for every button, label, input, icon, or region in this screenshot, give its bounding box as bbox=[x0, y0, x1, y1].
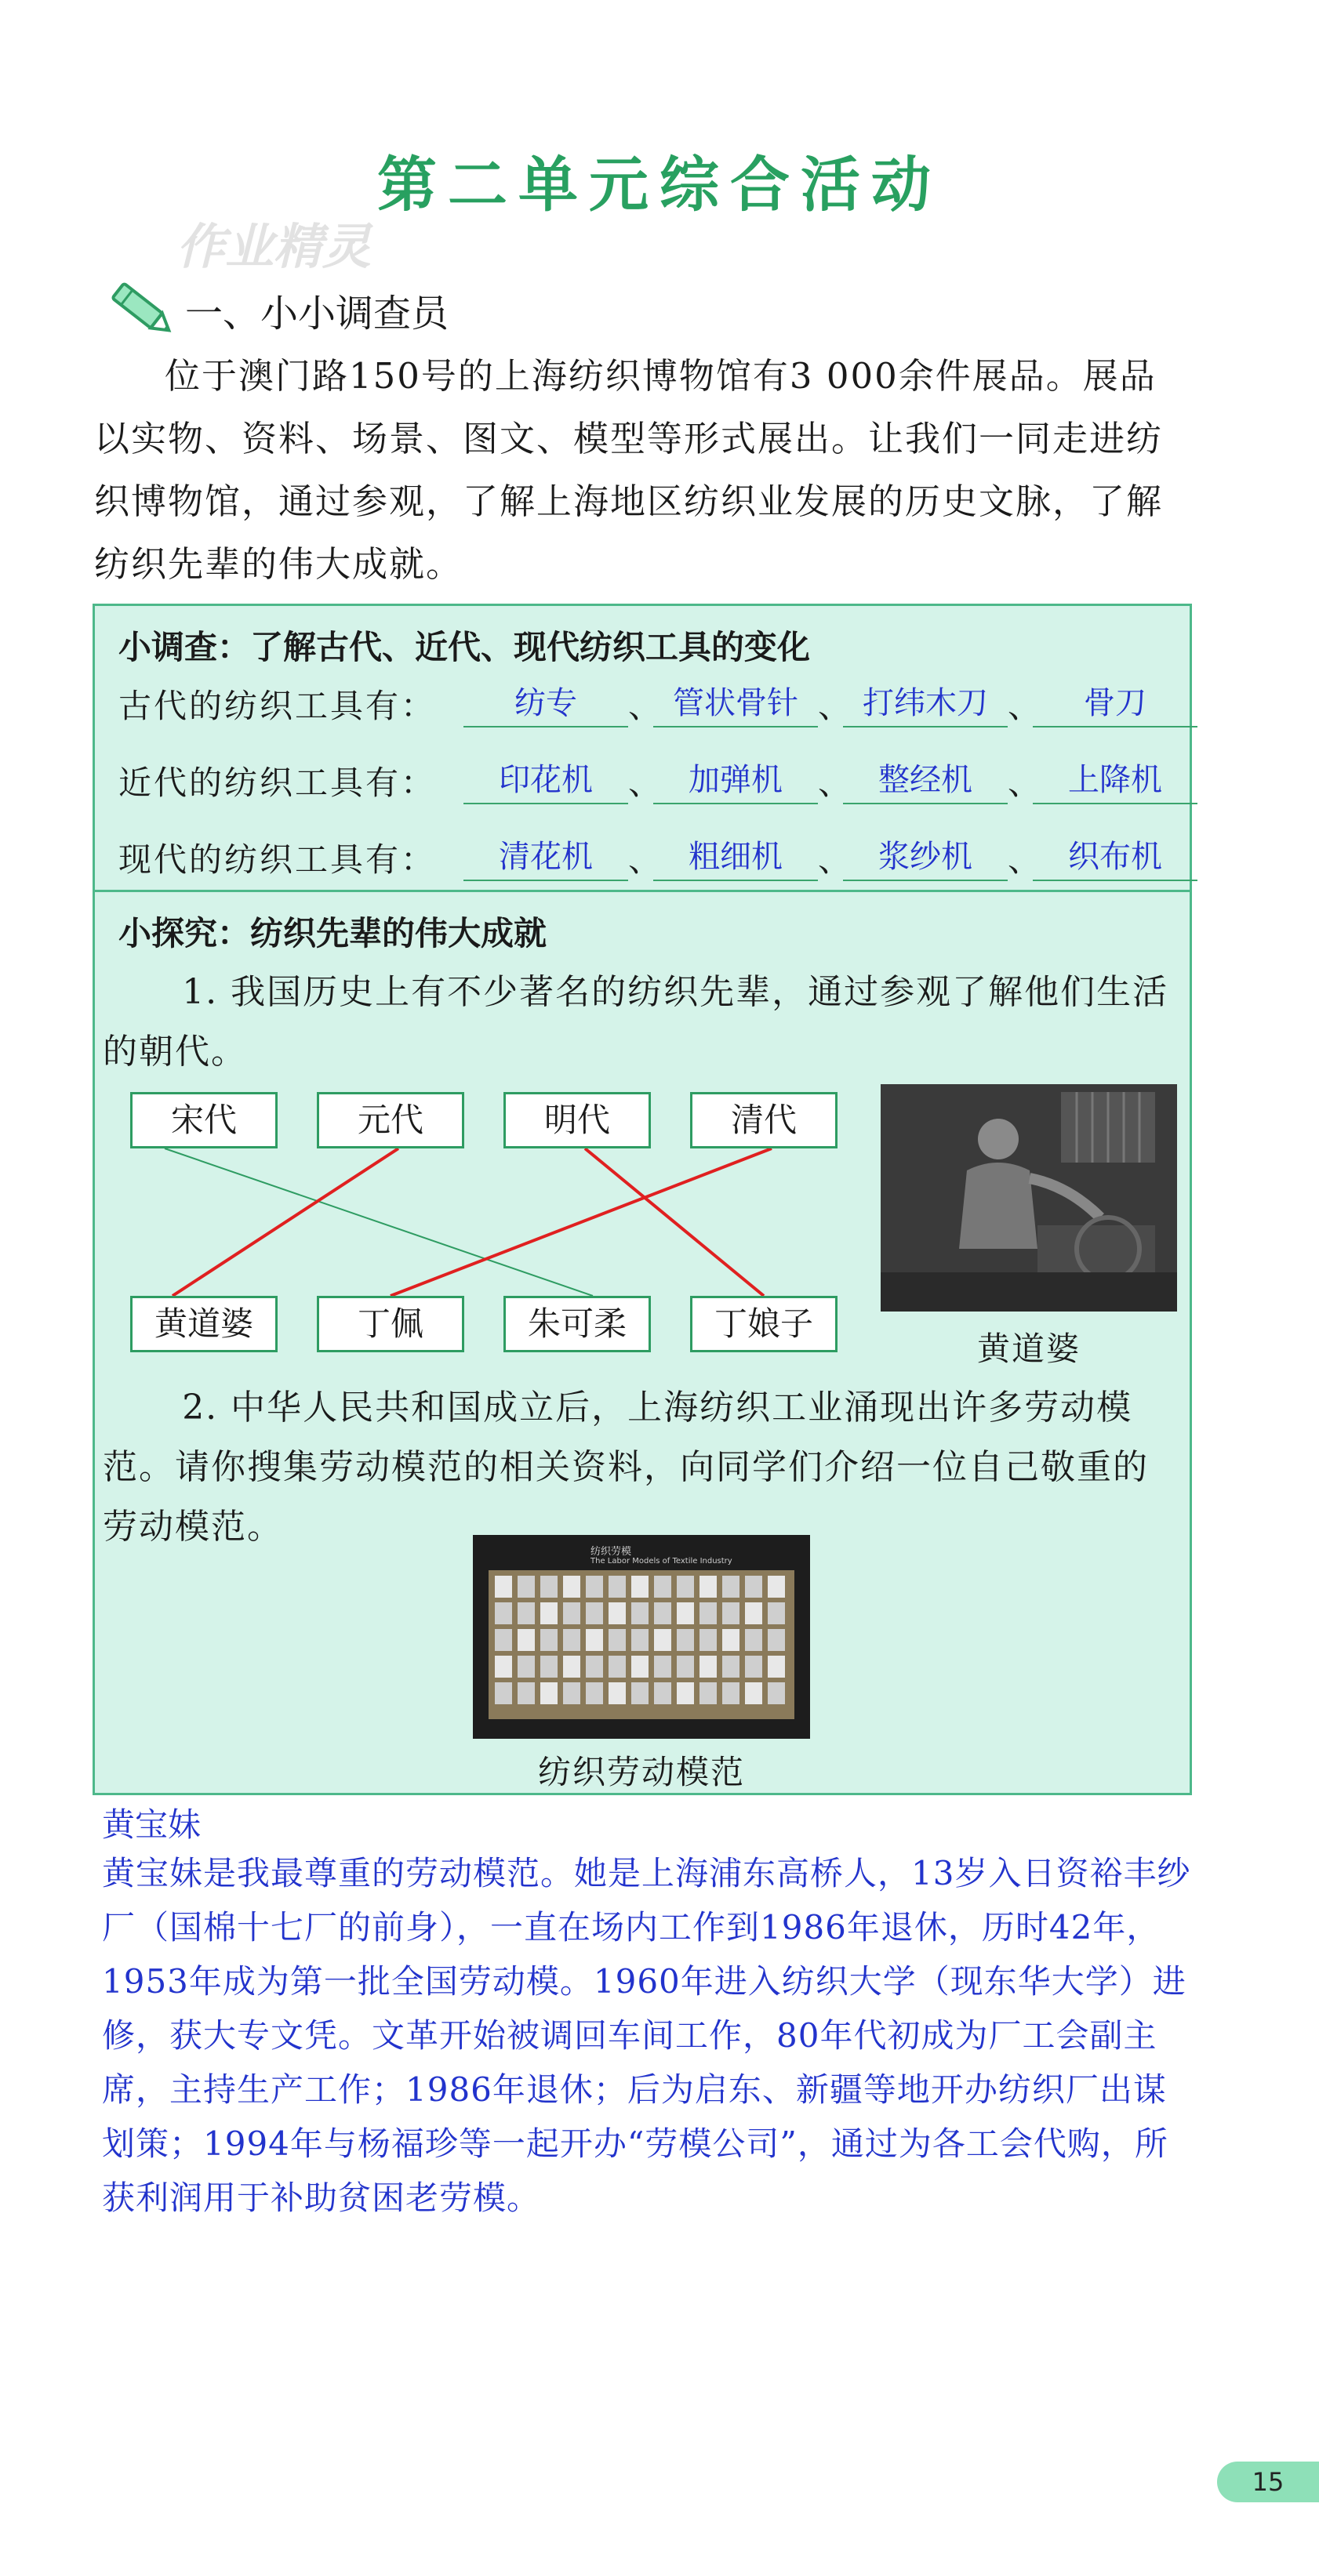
answer-blank[interactable]: 粗细机 bbox=[653, 832, 818, 881]
portrait-thumb bbox=[722, 1656, 739, 1678]
statue-image bbox=[881, 1084, 1177, 1312]
separator: 、 bbox=[1008, 840, 1041, 879]
portrait-thumb bbox=[563, 1602, 580, 1624]
portrait-thumb bbox=[699, 1682, 717, 1704]
portrait-thumb bbox=[745, 1576, 762, 1598]
portrait-thumb bbox=[518, 1602, 535, 1624]
labor-models-photo bbox=[473, 1535, 810, 1739]
separator: 、 bbox=[1008, 764, 1041, 802]
portrait-thumb bbox=[609, 1629, 626, 1651]
answer-blank[interactable]: 印花机 bbox=[463, 755, 628, 804]
match-line-明代-丁娘子 bbox=[585, 1148, 764, 1296]
dynasty-box[interactable]: 明代 bbox=[503, 1092, 651, 1148]
separator: 、 bbox=[818, 840, 852, 879]
answer-blank[interactable]: 打纬木刀 bbox=[843, 678, 1008, 727]
portrait-thumb bbox=[563, 1656, 580, 1678]
separator: 、 bbox=[818, 687, 852, 725]
portrait-thumb bbox=[586, 1656, 603, 1678]
photo-sign-line1: 纺织劳模 bbox=[590, 1546, 632, 1558]
separator: 、 bbox=[1008, 687, 1041, 725]
portrait-thumb bbox=[495, 1576, 512, 1598]
separator: 、 bbox=[628, 840, 662, 879]
portrait-thumb bbox=[631, 1682, 649, 1704]
answer-blank[interactable]: 清花机 bbox=[463, 832, 628, 881]
person-box[interactable]: 朱可柔 bbox=[503, 1296, 651, 1352]
activity-box bbox=[93, 604, 1192, 1795]
portrait-thumb bbox=[654, 1682, 671, 1704]
portrait-thumb bbox=[768, 1656, 785, 1678]
person-box[interactable]: 丁娘子 bbox=[690, 1296, 838, 1352]
portrait-thumb bbox=[518, 1629, 535, 1651]
answer-blank[interactable]: 整经机 bbox=[843, 755, 1008, 804]
portrait-thumb bbox=[722, 1576, 739, 1598]
portrait-thumb bbox=[631, 1629, 649, 1651]
portrait-thumb bbox=[722, 1602, 739, 1624]
portrait-thumb bbox=[631, 1656, 649, 1678]
tool-row-label: 古代的纺织工具有： bbox=[118, 687, 437, 725]
answer-blank[interactable]: 纺专 bbox=[463, 678, 628, 727]
match-line-清代-丁佩 bbox=[391, 1148, 772, 1296]
answer-blank[interactable]: 加弹机 bbox=[653, 755, 818, 804]
portrait-thumb bbox=[745, 1629, 762, 1651]
page-number: 15 bbox=[1217, 2462, 1319, 2502]
huang-daopo-photo bbox=[881, 1084, 1177, 1312]
portrait-thumb bbox=[722, 1629, 739, 1651]
dynasty-box[interactable]: 元代 bbox=[317, 1092, 464, 1148]
portrait-thumb bbox=[563, 1576, 580, 1598]
answer-blank[interactable]: 骨刀 bbox=[1033, 678, 1197, 727]
portrait-thumb bbox=[540, 1602, 558, 1624]
dynasty-box[interactable]: 清代 bbox=[690, 1092, 838, 1148]
separator: 、 bbox=[628, 687, 662, 725]
portrait-thumb bbox=[768, 1682, 785, 1704]
survey-heading: 小调查：了解古代、近代、现代纺织工具的变化 bbox=[118, 628, 811, 666]
portrait-thumb bbox=[518, 1576, 535, 1598]
portrait-thumb bbox=[699, 1576, 717, 1598]
portrait-thumb bbox=[677, 1602, 694, 1624]
photo-caption: 纺织劳动模范 bbox=[537, 1753, 745, 1791]
portrait-thumb bbox=[768, 1576, 785, 1598]
portrait-thumb bbox=[677, 1656, 694, 1678]
portrait-thumb bbox=[495, 1629, 512, 1651]
pencil-icon bbox=[102, 274, 180, 345]
photo-sign-line2: The Labor Models of Textile Industry bbox=[590, 1557, 732, 1566]
portrait-thumb bbox=[609, 1656, 626, 1678]
separator: 、 bbox=[628, 764, 662, 802]
intro-paragraph: 位于澳门路150号的上海纺织博物馆有3 000余件展品。展品以实物、资料、场景、图文、模型等形式展出。让我们一同走进纺织博物馆，通过参观，了解上海地区纺织业发展的历史文脉，了解纺织先辈的伟大成就。 bbox=[94, 355, 1164, 585]
answer-body: 黄宝妹是我最尊重的劳动模范。她是上海浦东高桥人，13岁入日资裕丰纱厂（国棉十七厂的前身），一直在场内工作到1986年退休，历时42年，1953年成为第一批全国劳动模。1960年进入纺织大学（现东华大学）进修，获大专文凭。文革开始被调回车间工作，80年代初成为厂工会副主席，主持生产工作；1986年退休；后为启东、新疆等地开办纺织厂出谋划策；1994年与杨福珍等一起开办“劳模公司”，通过为各工会代购，所获利润用于补助贫困老劳模。 bbox=[102, 1854, 1191, 2217]
match-line-元代-黄道婆 bbox=[173, 1148, 398, 1296]
portrait-thumb bbox=[677, 1682, 694, 1704]
portrait-thumb bbox=[586, 1682, 603, 1704]
watermark: 作业精灵 bbox=[176, 218, 372, 275]
portrait-thumb bbox=[495, 1682, 512, 1704]
section-heading bbox=[102, 274, 449, 345]
person-box[interactable]: 丁佩 bbox=[317, 1296, 464, 1352]
portrait-thumb bbox=[586, 1576, 603, 1598]
tool-row-label: 现代的纺织工具有： bbox=[118, 840, 437, 879]
portrait-thumb bbox=[699, 1602, 717, 1624]
answer-title: 黄宝妹 bbox=[102, 1805, 202, 1844]
explore-heading: 小探究：纺织先辈的伟大成就 bbox=[118, 914, 547, 952]
portrait-thumb bbox=[745, 1682, 762, 1704]
portrait-thumb bbox=[540, 1682, 558, 1704]
portrait-thumb bbox=[631, 1602, 649, 1624]
answer-blank[interactable]: 管状骨针 bbox=[653, 678, 818, 727]
person-box[interactable]: 黄道婆 bbox=[130, 1296, 278, 1352]
portrait-thumb bbox=[518, 1682, 535, 1704]
separator: 、 bbox=[818, 764, 852, 802]
portrait-thumb bbox=[540, 1629, 558, 1651]
portrait-thumb bbox=[654, 1629, 671, 1651]
dynasty-box[interactable]: 宋代 bbox=[130, 1092, 278, 1148]
portrait-thumb bbox=[677, 1576, 694, 1598]
portrait-thumb bbox=[518, 1656, 535, 1678]
answer-blank[interactable]: 浆纱机 bbox=[843, 832, 1008, 881]
question-2: 2. 中华人民共和国成立后，上海纺织工业涌现出许多劳动模范。请你搜集劳动模范的相关资料，向同学们介绍一位自己敬重的劳动模范。 bbox=[103, 1388, 1149, 1547]
portrait-thumb bbox=[631, 1576, 649, 1598]
section-title: 一、小小调查员 bbox=[185, 291, 449, 336]
portrait-thumb bbox=[768, 1629, 785, 1651]
portrait-thumb bbox=[563, 1629, 580, 1651]
question-1: 1. 我国历史上有不少著名的纺织先辈，通过参观了解他们生活的朝代。 bbox=[103, 972, 1169, 1072]
portrait-thumb bbox=[540, 1576, 558, 1598]
portrait-thumb bbox=[609, 1602, 626, 1624]
portrait-thumb bbox=[722, 1682, 739, 1704]
portrait-thumb bbox=[768, 1602, 785, 1624]
portrait-thumb bbox=[563, 1682, 580, 1704]
portrait-thumb bbox=[654, 1656, 671, 1678]
portrait-thumb bbox=[677, 1629, 694, 1651]
portrait-thumb bbox=[495, 1656, 512, 1678]
portrait-thumb bbox=[745, 1656, 762, 1678]
answer-blank[interactable]: 织布机 bbox=[1033, 832, 1197, 881]
photo-caption: 黄道婆 bbox=[976, 1330, 1081, 1368]
match-line-宋代-朱可柔 bbox=[165, 1148, 593, 1296]
portrait-thumb bbox=[609, 1682, 626, 1704]
portrait-wall-image bbox=[473, 1535, 810, 1739]
portrait-thumb bbox=[609, 1576, 626, 1598]
portrait-thumb bbox=[699, 1656, 717, 1678]
page-title: 第二单元综合活动 bbox=[377, 150, 942, 220]
portrait-thumb bbox=[586, 1602, 603, 1624]
portrait-thumb bbox=[495, 1602, 512, 1624]
answer-blank[interactable]: 上降机 bbox=[1033, 755, 1197, 804]
tool-row-label: 近代的纺织工具有： bbox=[118, 764, 437, 802]
portrait-thumb bbox=[654, 1576, 671, 1598]
portrait-thumb bbox=[654, 1602, 671, 1624]
portrait-thumb bbox=[745, 1602, 762, 1624]
portrait-thumb bbox=[540, 1656, 558, 1678]
portrait-thumb bbox=[699, 1629, 717, 1651]
portrait-thumb bbox=[586, 1629, 603, 1651]
